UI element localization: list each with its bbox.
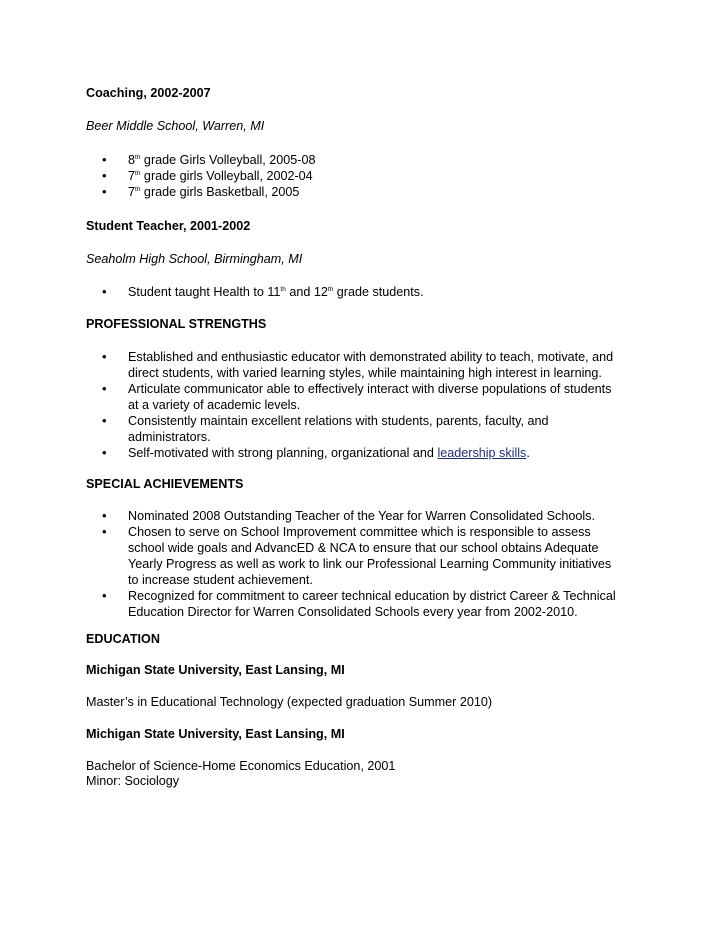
list-item: • Chosen to serve on School Improvement committee which is responsible to assess school wide goals and AdvancED & NCA to ensure that our school obtains Adequate Yearly Progress as well as work to link our Professional Learning Community initiatives to increase student achievement. (102, 524, 612, 587)
list-item: • Student taught Health to 11th and 12th grade students. (102, 284, 424, 299)
education-degree-2: Bachelor of Science-Home Economics Education, 2001 (86, 759, 396, 773)
special-achievements-heading: SPECIAL ACHIEVEMENTS (86, 477, 244, 491)
list-item: • Recognized for commitment to career technical education by district Career & Technical Education Director for Warren Consolidated Schools every year from 2002-2010. (102, 588, 616, 619)
student-teacher-list (86, 284, 686, 300)
bullet-icon: • (102, 508, 107, 523)
list-item: • Nominated 2008 Outstanding Teacher of the Year for Warren Consolidated Schools. (102, 508, 595, 523)
list-item: • 7th grade girls Basketball, 2005 (102, 184, 300, 199)
leadership-skills-link[interactable]: leadership skills (437, 446, 527, 460)
list-item: • 8th grade Girls Volleyball, 2005-08 (102, 152, 316, 167)
professional-strengths-list (86, 349, 686, 461)
coaching-school: Beer Middle School, Warren, MI (86, 119, 265, 133)
bullet-icon: • (102, 349, 107, 364)
bullet-icon: • (102, 184, 107, 199)
list-item: • Established and enthusiastic educator with demonstrated ability to teach, motivate, and direct students, with varied learning styles, while maintaining high interest in learning. (102, 349, 614, 380)
education-school-1: Michigan State University, East Lansing, MI (86, 663, 345, 677)
education-school-2: Michigan State University, East Lansing, MI (86, 727, 345, 741)
special-achievements-list (86, 508, 686, 620)
student-teacher-heading: Student Teacher, 2001-2002 (86, 219, 251, 233)
student-teacher-school: Seaholm High School, Birmingham, MI (86, 252, 303, 266)
bullet-icon: • (102, 524, 107, 539)
bullet-icon: • (102, 381, 107, 396)
bullet-icon: • (102, 413, 107, 428)
bullet-icon: • (102, 588, 107, 603)
coaching-heading: Coaching, 2002-2007 (86, 86, 211, 100)
list-item: • Self-motivated with strong planning, organizational and leadership skills. (102, 445, 530, 460)
bullet-icon: • (102, 284, 107, 299)
list-item: • Articulate communicator able to effectively interact with diverse populations of students at a variety of academic levels. (102, 381, 612, 412)
education-heading: EDUCATION (86, 632, 160, 646)
education-degree-1: Master’s in Educational Technology (expected graduation Summer 2010) (86, 695, 493, 709)
bullet-icon: • (102, 168, 107, 183)
professional-strengths-heading: PROFESSIONAL STRENGTHS (86, 317, 267, 331)
bullet-icon: • (102, 445, 107, 460)
bullet-icon: • (102, 152, 107, 167)
list-item: • Consistently maintain excellent relations with students, parents, faculty, and administrators. (102, 413, 549, 444)
education-minor: Minor: Sociology (86, 774, 180, 788)
list-item: • 7th grade girls Volleyball, 2002-04 (102, 168, 313, 183)
coaching-list (86, 152, 686, 200)
